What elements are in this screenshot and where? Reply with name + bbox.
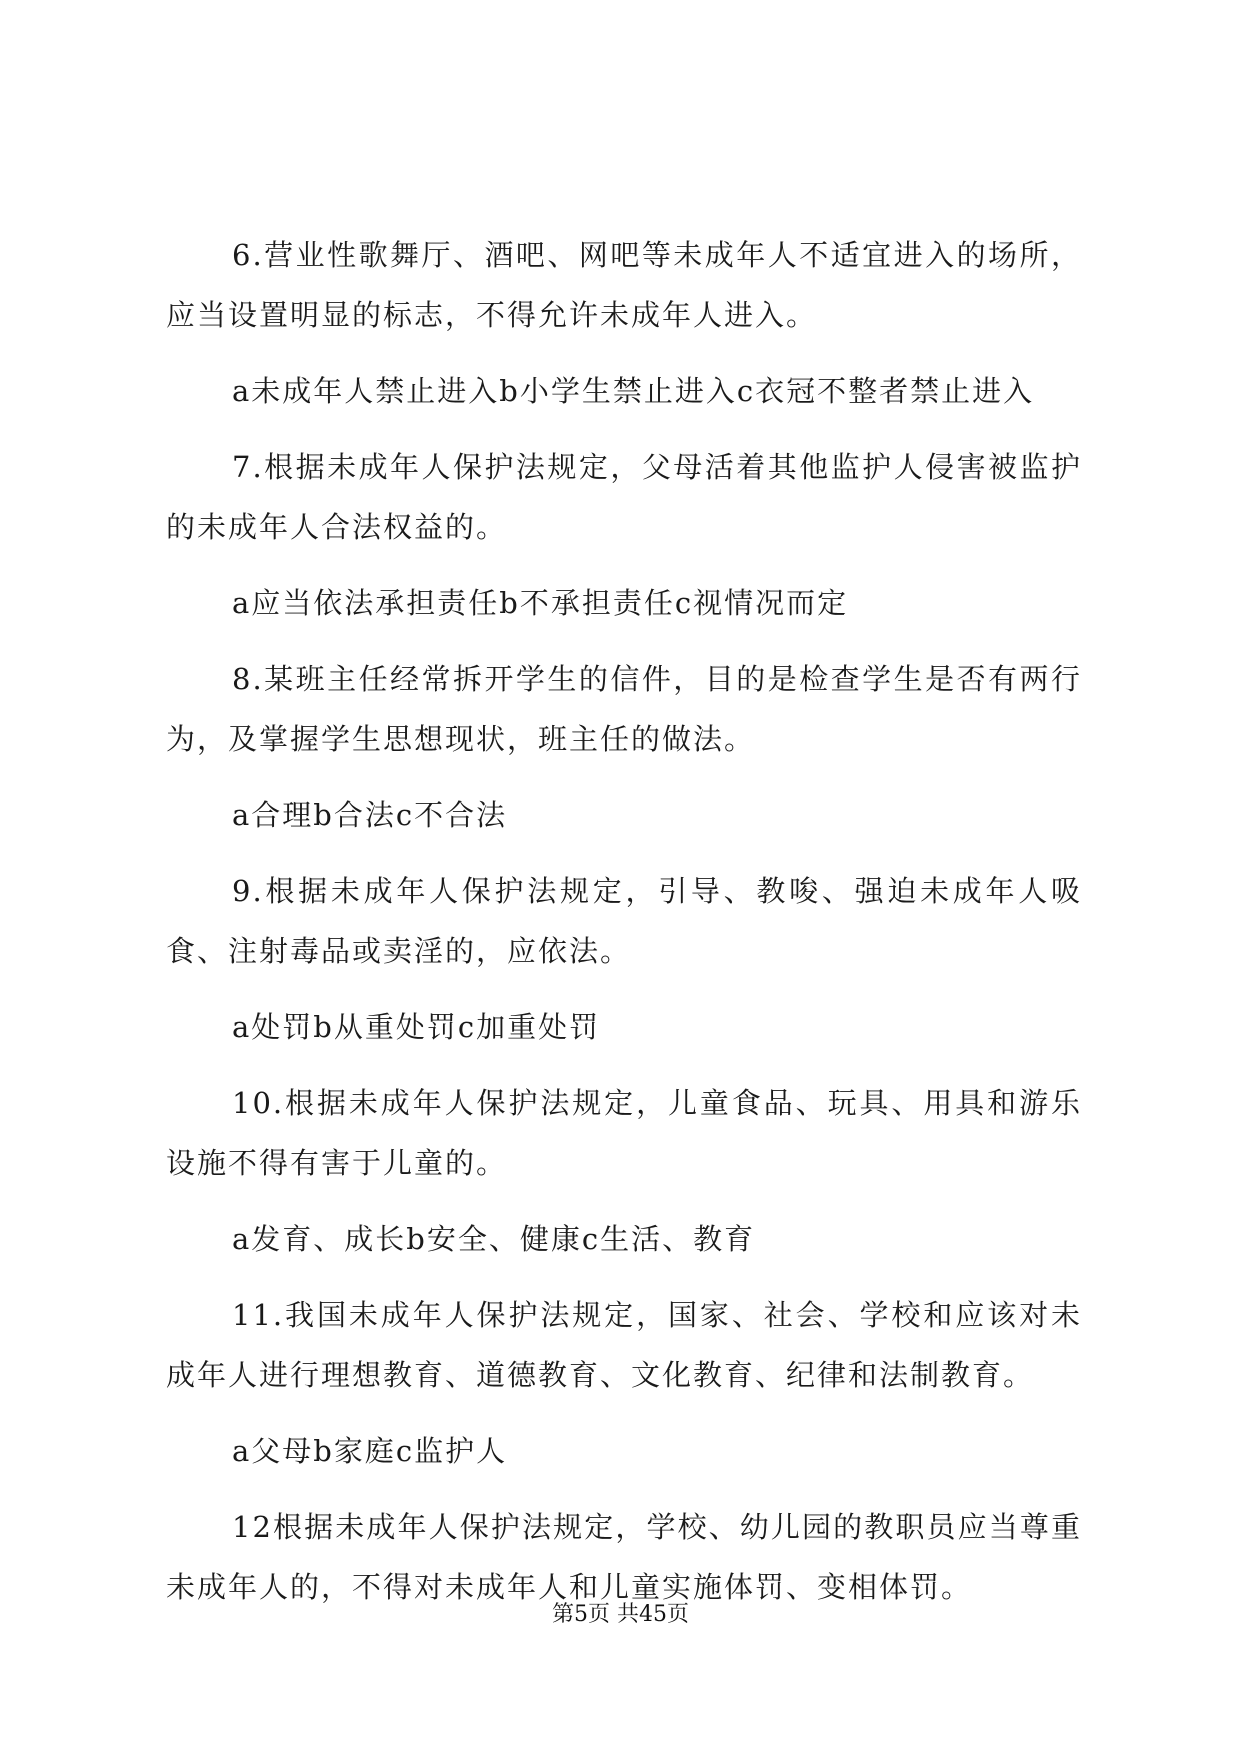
question-7-options: a应当依法承担责任b不承担责任c视情况而定 xyxy=(232,586,849,620)
question-6: 6.营业性歌舞厅、酒吧、网吧等未成年人不适宜进入的场所，应当设置明显的标志，不得允许未成年人进入。 xyxy=(166,238,1082,332)
page-number-footer: 第5页 共45页 xyxy=(552,1602,689,1627)
question-10-options: a发育、成长b安全、健康c生活、教育 xyxy=(232,1222,756,1256)
question-10: 10.根据未成年人保护法规定，儿童食品、玩具、用具和游乐设施不得有害于儿童的。 xyxy=(166,1086,1082,1180)
question-8: 8.某班主任经常拆开学生的信件，目的是检查学生是否有两行为，及掌握学生思想现状，班主任的做法。 xyxy=(166,662,1082,756)
question-6-options: a未成年人禁止进入b小学生禁止进入c衣冠不整者禁止进入 xyxy=(232,374,1035,408)
question-8-options: a合理b合法c不合法 xyxy=(232,798,508,832)
document-body xyxy=(166,225,1082,1633)
question-11: 11.我国未成年人保护法规定，国家、社会、学校和应该对未成年人进行理想教育、道德教育、文化教育、纪律和法制教育。 xyxy=(166,1298,1082,1392)
question-11-options: a父母b家庭c监护人 xyxy=(232,1434,508,1468)
question-9: 9.根据未成年人保护法规定，引导、教唆、强迫未成年人吸食、注射毒品或卖淫的，应依法。 xyxy=(166,874,1082,968)
question-7: 7.根据未成年人保护法规定，父母活着其他监护人侵害被监护的未成年人合法权益的。 xyxy=(166,450,1082,544)
question-12: 12根据未成年人保护法规定，学校、幼儿园的教职员应当尊重未成年人的，不得对未成年人和儿童实施体罚、变相体罚。 xyxy=(166,1510,1082,1604)
question-9-options: a处罚b从重处罚c加重处罚 xyxy=(232,1010,601,1044)
